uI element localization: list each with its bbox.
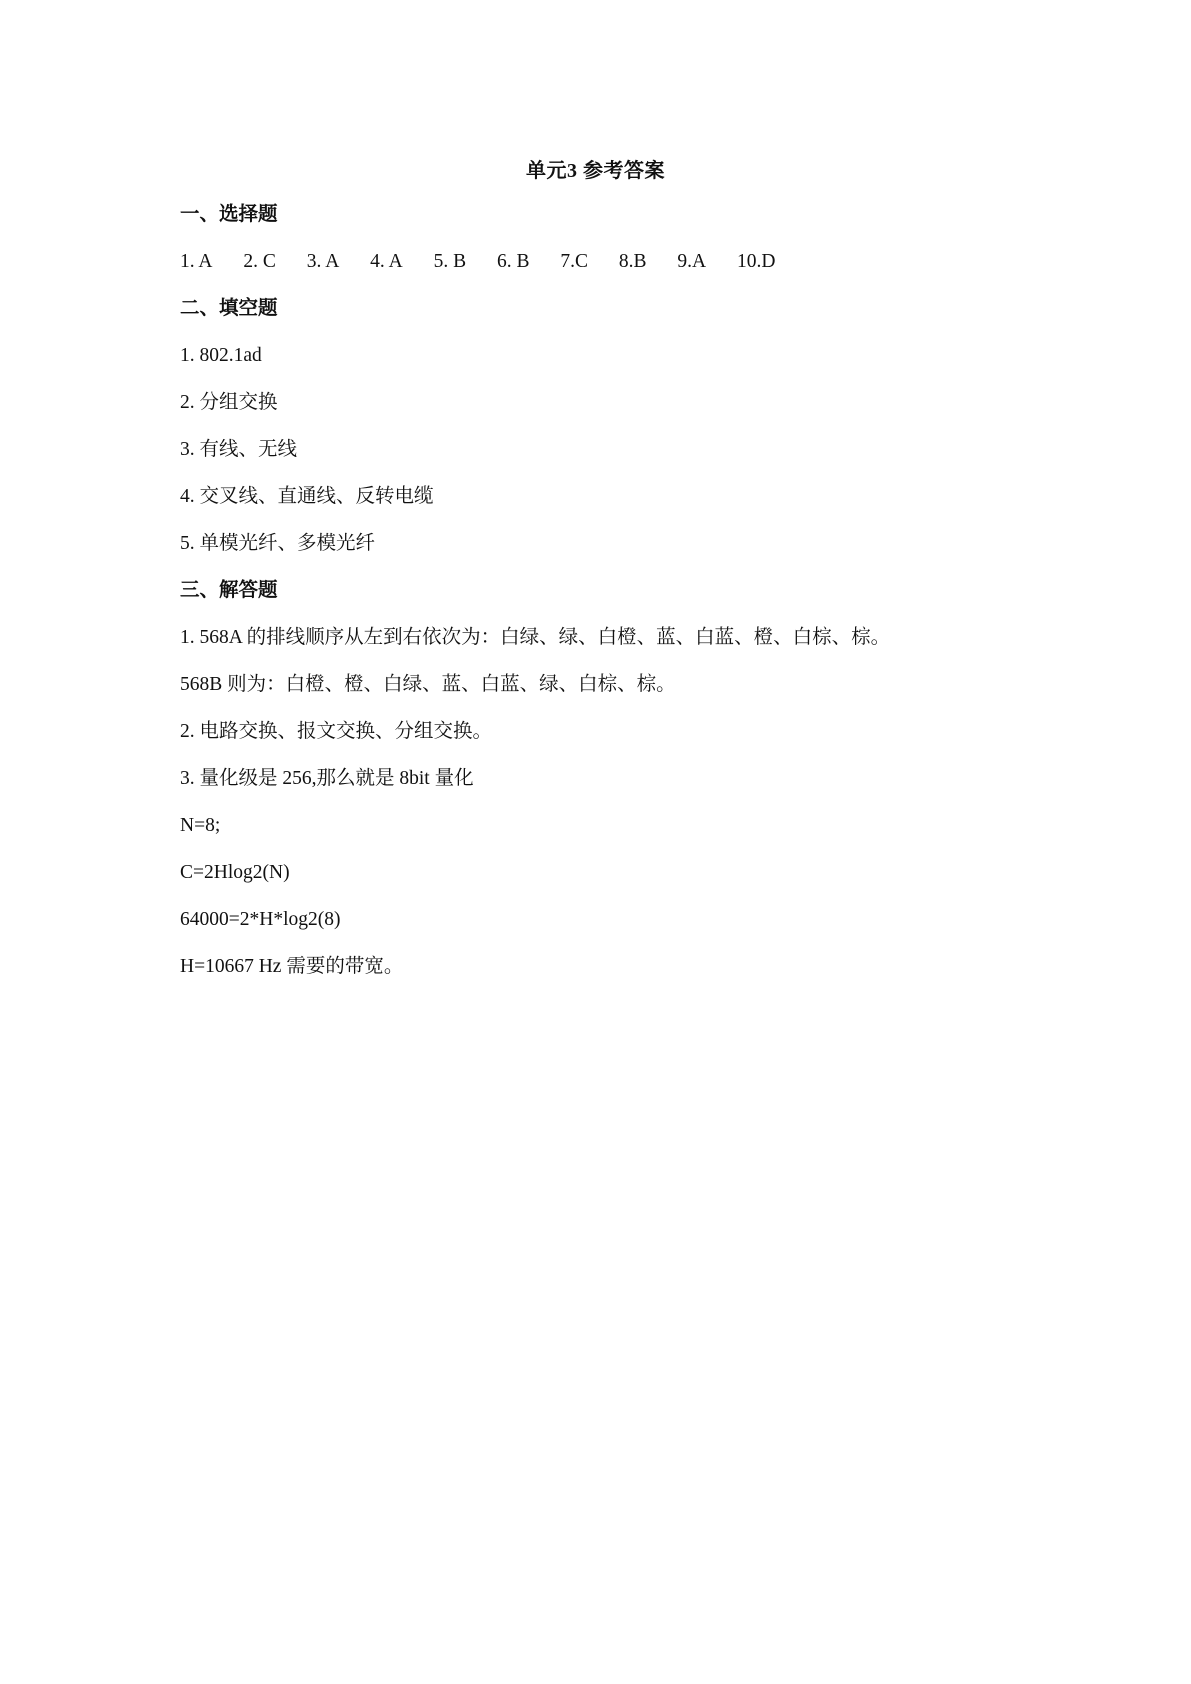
answer-line: H=10667 Hz 需要的带宽。	[180, 956, 404, 977]
section-heading-fill: 二、填空题	[180, 298, 278, 319]
choice-answer: 4. A	[370, 251, 403, 272]
choice-answer: 10.D	[736, 251, 776, 272]
answer-line: 2. 电路交换、报文交换、分组交换。	[180, 721, 493, 742]
choice-answer: 6. B	[496, 251, 530, 272]
answer-line: 568B 则为：白橙、橙、白绿、蓝、白蓝、绿、白棕、棕。	[180, 674, 676, 695]
choice-answer: 5. B	[433, 251, 467, 272]
answer-line: 3. 量化级是 256,那么就是 8bit 量化	[180, 768, 474, 789]
answer-line: N=8;	[180, 815, 221, 836]
fill-answer-line: 1. 802.1ad	[180, 345, 262, 366]
choice-answer: 7.C	[560, 251, 588, 272]
answer-line: C=2Hlog2(N)	[180, 862, 290, 883]
fill-answer-line: 5. 单模光纤、多模光纤	[180, 533, 376, 554]
choice-answers	[180, 248, 1040, 295]
choice-answer: 1. A	[180, 251, 213, 272]
answer-line: 1. 568A 的排线顺序从左到右依次为：白绿、绿、白橙、蓝、白蓝、橙、白棕、棕。	[180, 627, 891, 648]
fill-answer-line: 2. 分组交换	[180, 392, 278, 413]
section-heading-answer: 三、解答题	[180, 580, 278, 601]
choice-answer: 9.A	[677, 251, 707, 272]
choice-answer: 8.B	[618, 251, 647, 272]
answer-line: 64000=2*H*log2(8)	[180, 909, 341, 930]
document-body	[180, 201, 1040, 1000]
fill-answer-line: 4. 交叉线、直通线、反转电缆	[180, 486, 434, 507]
choice-answer: 3. A	[306, 251, 340, 272]
section-heading-choice: 一、选择题	[180, 204, 278, 225]
fill-answer-line: 3. 有线、无线	[180, 439, 298, 460]
choice-answer: 2. C	[243, 251, 276, 272]
page-title: 单元3 参考答案	[526, 160, 665, 182]
